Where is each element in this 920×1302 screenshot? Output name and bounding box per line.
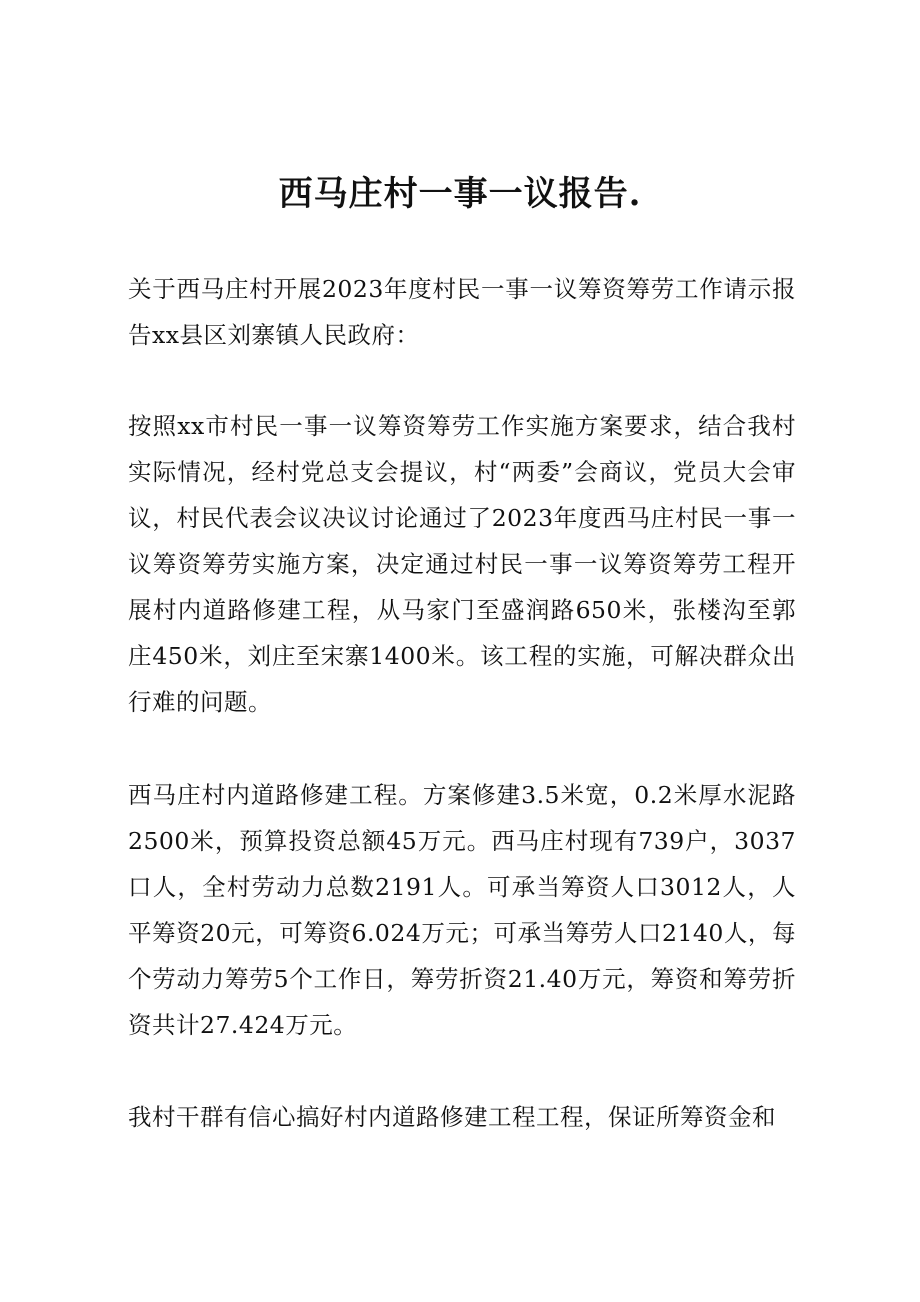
document-title: 西马庄村一事一议报告. [278, 174, 642, 214]
paragraph-background: 按照xx市村民一事一议筹资筹劳工作实施方案要求，结合我村实际情况，经村党总支会提议，村“两委”会商议，党员大会审议，村民代表会议决议讨论通过了2023年度西马庄村民一事一议筹资筹劳实施方案，决定通过村民一事一议筹资筹劳工程开展村内道路修建工程，从马家门至盛润路650米，张楼沟至郭庄450米，刘庄至宋寨1400米。该工程的实施，可解决群众出行难的问题。 [128, 412, 796, 716]
paragraph-commitment: 我村干群有信心搞好村内道路修建工程工程，保证所筹资金和 [128, 1103, 776, 1131]
paragraph-project-budget: 西马庄村内道路修建工程。方案修建3.5米宽，0.2米厚水泥路2500米，预算投资总额45万元。西马庄村现有739户，3037口人，全村劳动力总数2191人。可承当筹资人口3012人，人平筹资20元，可筹资6.024万元；可承当筹劳人口2140人，每个劳动力筹劳5个工作日，筹劳折资21.40万元，筹资和筹劳折资共计27.424万元。 [128, 781, 796, 1039]
paragraph-request-heading: 关于西马庄村开展2023年度村民一事一议筹资筹劳工作请示报告xx县区刘寨镇人民政府： [128, 275, 796, 349]
